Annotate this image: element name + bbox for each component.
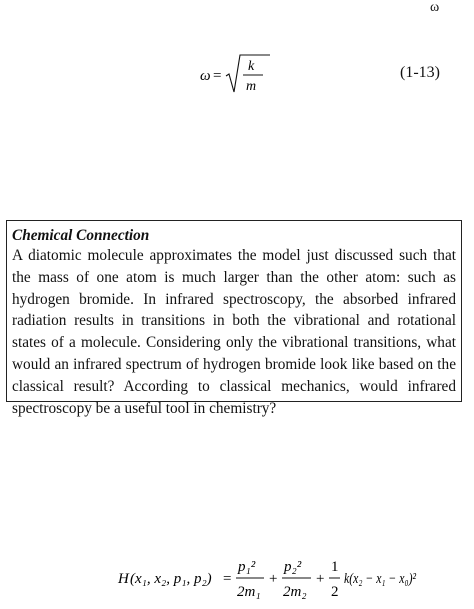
equation-equals: = — [213, 68, 222, 84]
plus-sign-1: + — [269, 571, 278, 587]
term2-numerator: p₂² — [284, 559, 302, 575]
omega-symbol: ω — [430, 0, 440, 15]
term1-numerator: p₁² — [238, 559, 256, 575]
hamiltonian-equation — [118, 556, 418, 604]
chemical-connection-title: Chemical Connection — [12, 227, 150, 244]
hamiltonian-function: H — [118, 571, 129, 587]
fraction-numerator: k — [248, 59, 255, 74]
chemical-connection-body: A diatomic molecule approximates the model just discussed such that the mass of one atom is much larger than the other atom: such as hydrogen bromide. In infrared spectroscopy, the absorbed infrared radiation results in transitions in both the vibrational and rotational states of a molecule. Considering only the vibrational transitions, what would an infrared spectrum of hydrogen bromide look like based on the classical result? According to classical mechanics, would infrared spectroscopy be a useful tool in chemistry? — [12, 247, 456, 417]
spring-term: k(x₂ − x₁ − x₀)² — [344, 571, 417, 587]
half-numerator: 1 — [331, 559, 339, 575]
equation-1-13 — [200, 50, 280, 100]
chemical-connection-box — [6, 220, 462, 417]
hamiltonian-equals: = — [223, 571, 232, 587]
term2-denominator: 2m₂ — [283, 584, 307, 600]
equation-lhs: ω — [200, 68, 211, 84]
plus-sign-2: + — [316, 571, 325, 587]
equation-number: (1-13) — [400, 64, 440, 81]
term1-denominator: 2m₁ — [237, 584, 261, 600]
half-denominator: 2 — [331, 584, 339, 600]
fraction-denominator: m — [246, 79, 257, 94]
hamiltonian-arguments: (x₁, x₂, p₁, p₂) — [130, 571, 212, 587]
